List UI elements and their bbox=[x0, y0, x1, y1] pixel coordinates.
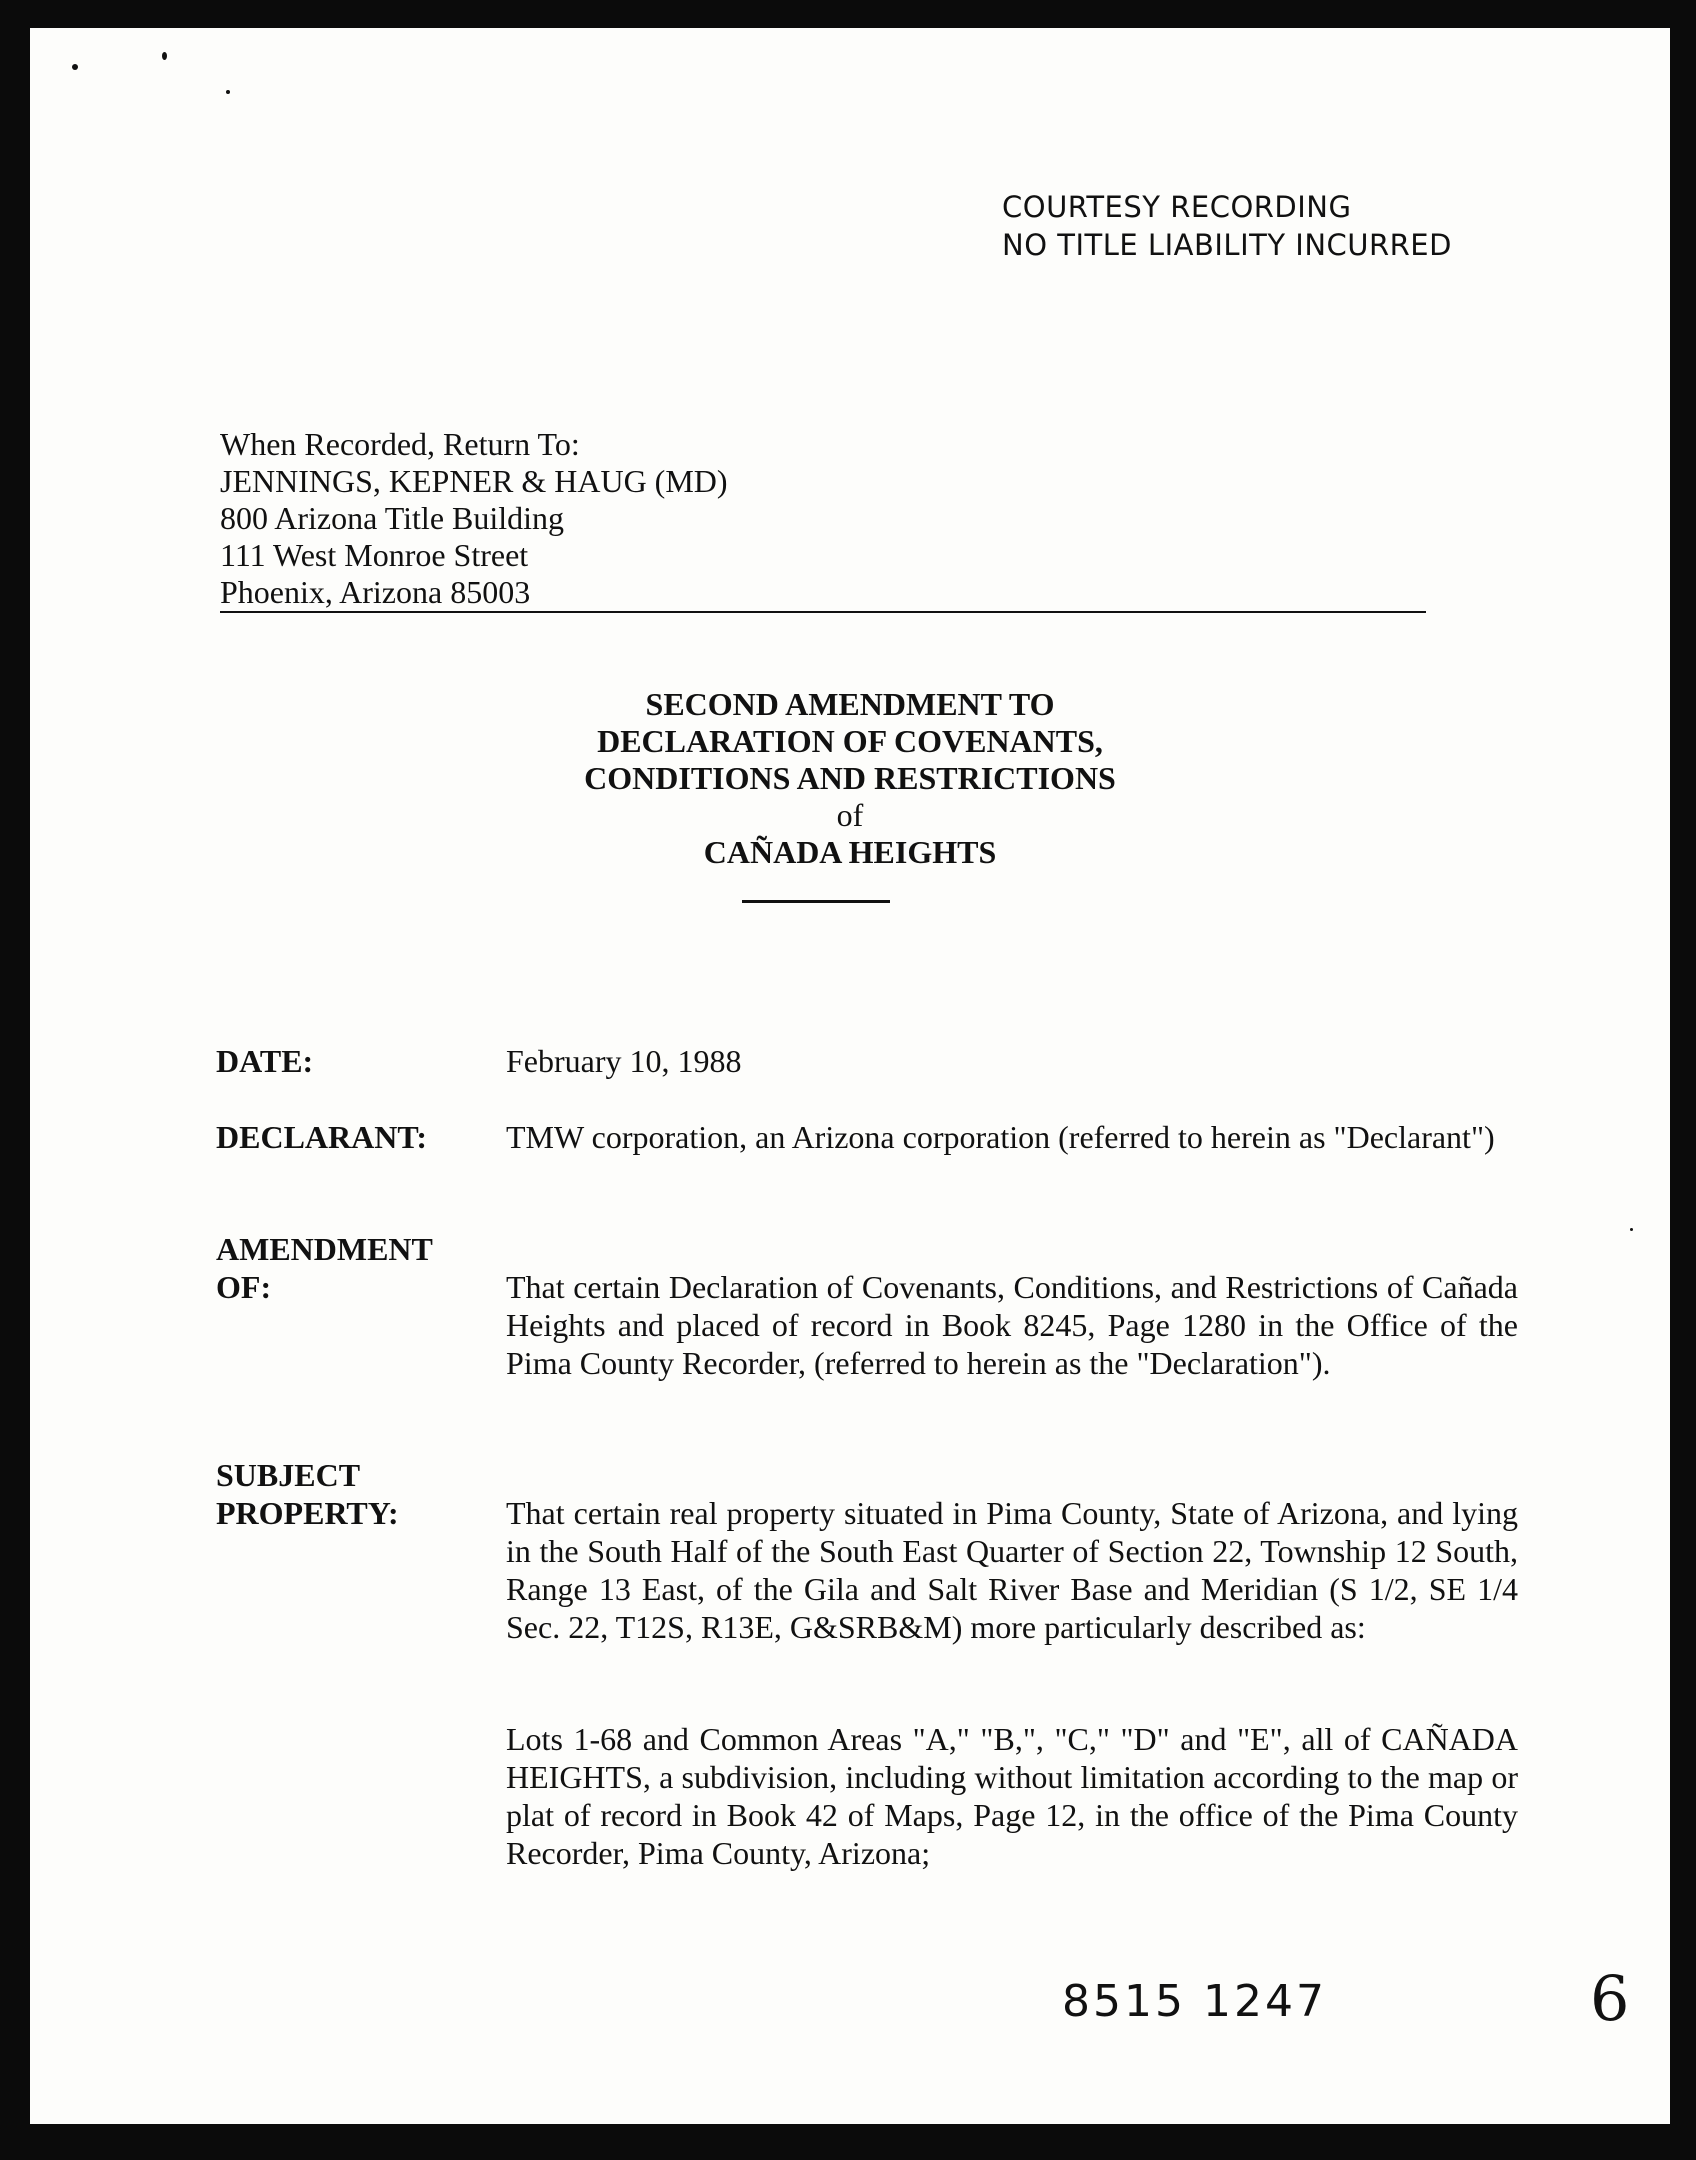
scan-speck bbox=[226, 90, 230, 94]
date-label: DATE: bbox=[216, 1043, 314, 1079]
stamp-line-1: COURTESY RECORDING bbox=[1002, 190, 1352, 224]
document-page bbox=[30, 28, 1670, 2124]
amendment-value: That certain Declaration of Covenants, Conditions, and Restrictions of Cañada Heights and placed of record in Book 8245, Page 1280 in the Office of the Pima County Recorder, (referred to herein as the "Declaration"). bbox=[506, 1269, 1518, 1381]
title-line-3: CONDITIONS AND RESTRICTIONS bbox=[584, 760, 1116, 796]
title-line-1: SECOND AMENDMENT TO bbox=[645, 686, 1055, 722]
scan-speck bbox=[162, 52, 167, 60]
return-firm: JENNINGS, KEPNER & HAUG (MD) bbox=[220, 463, 728, 499]
scan-speck bbox=[72, 64, 78, 70]
courtesy-recording-stamp bbox=[1002, 188, 1452, 264]
subject-property-value: That certain real property situated in Pima County, State of Arizona, and lying in the South Half of the South East Quarter of Section 22, Township 12 South, Range 13 East, of the Gila and Salt River Base and Meridian (S 1/2, SE 1/4 Sec. 22, T12S, R13E, G&SRB&M) more particularly described as: bbox=[506, 1495, 1518, 1645]
title-rule bbox=[742, 900, 890, 903]
date-value: February 10, 1988 bbox=[506, 1043, 742, 1079]
declarant-label: DECLARANT: bbox=[216, 1119, 427, 1155]
stamp-line-2: NO TITLE LIABILITY INCURRED bbox=[1002, 228, 1452, 262]
handwritten-page-mark: 6 bbox=[1590, 1962, 1630, 2035]
document-title bbox=[420, 686, 1280, 871]
title-line-2: DECLARATION OF COVENANTS, bbox=[597, 723, 1103, 759]
amendment-label bbox=[216, 1230, 456, 1306]
return-street: 111 West Monroe Street bbox=[220, 537, 529, 573]
return-city: Phoenix, Arizona 85003 bbox=[220, 574, 1426, 613]
title-line-4: of bbox=[836, 797, 864, 833]
scan-speck bbox=[1630, 1228, 1633, 1231]
amendment-label-line-1: AMENDMENT bbox=[216, 1231, 433, 1267]
subject-label-line-2: PROPERTY: bbox=[216, 1495, 399, 1531]
declarant-value: TMW corporation, an Arizona corporation (referred to herein as "Declarant") bbox=[506, 1119, 1495, 1155]
bates-number: 8515 1247 bbox=[1062, 1976, 1327, 2027]
subject-label-line-1: SUBJECT bbox=[216, 1457, 361, 1493]
return-building: 800 Arizona Title Building bbox=[220, 500, 565, 536]
amendment-label-line-2: OF: bbox=[216, 1269, 272, 1305]
return-heading: When Recorded, Return To: bbox=[220, 426, 580, 462]
subject-property-lots: Lots 1-68 and Common Areas "A," "B,", "C," "D" and "E", all of CAÑADA HEIGHTS, a subdivision, including without limitation according to the map or plat of record in Book 42 of Maps, Page 12, in the office of the Pima County Recorder, Pima County, Arizona; bbox=[506, 1721, 1518, 1871]
subject-property-label bbox=[216, 1456, 456, 1532]
title-line-5: CAÑADA HEIGHTS bbox=[703, 834, 997, 870]
return-address-block bbox=[220, 426, 1426, 613]
